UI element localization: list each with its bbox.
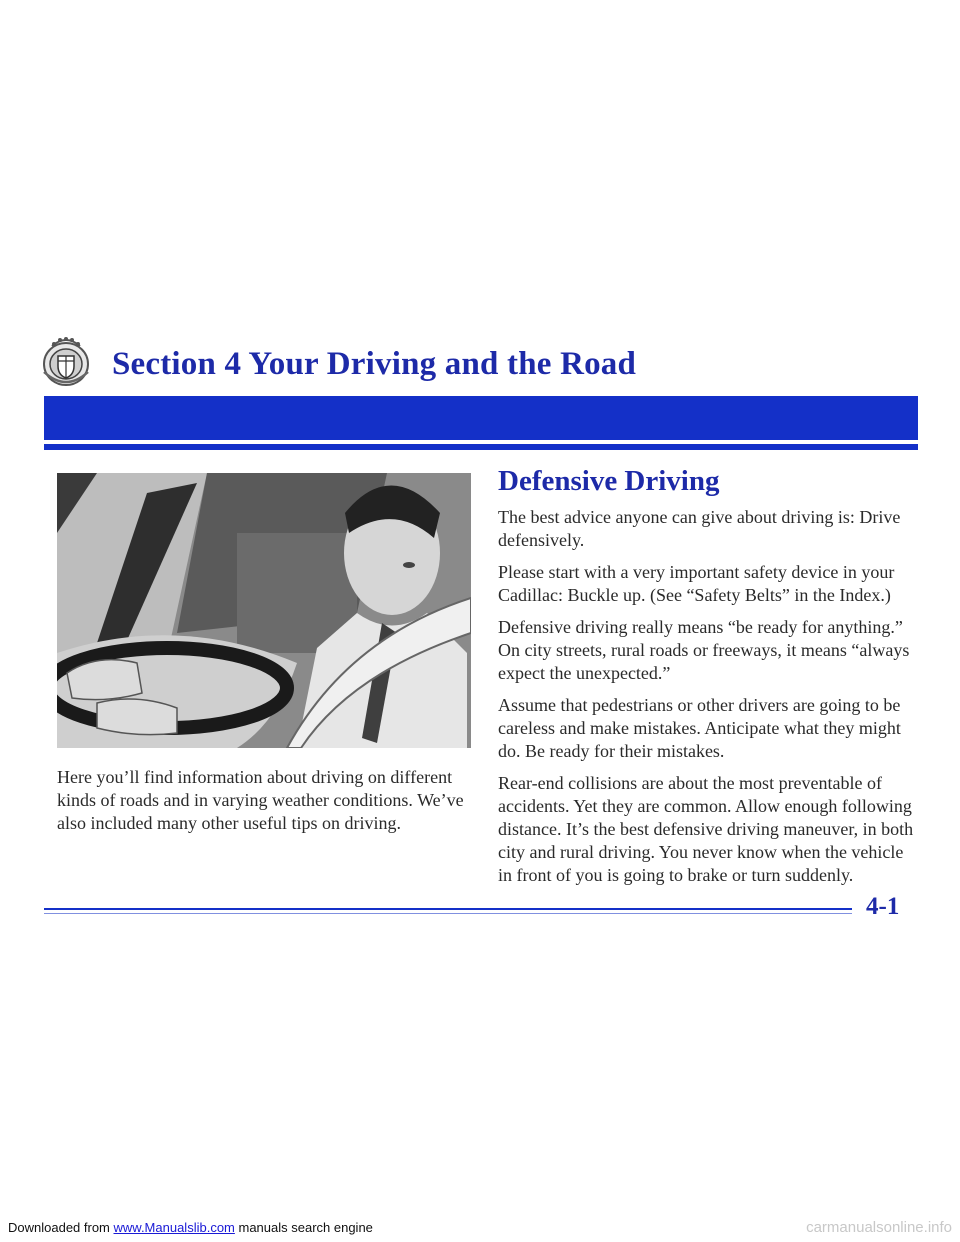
page-number: 4-1 [866, 893, 900, 920]
body-paragraph: Defensive driving really means “be ready for anything.” On city streets, rural roads or freeways, it means “always expect the unexpected.” [498, 617, 910, 683]
title-band-stripe [44, 444, 918, 450]
footer-rule-thin [44, 913, 852, 914]
body-paragraph: Assume that pedestrians or other drivers are going to be careless and make mistakes. Anticipate what they might do. Be ready for their mistakes. [498, 695, 901, 761]
section-heading: Defensive Driving [498, 465, 720, 497]
download-footer [8, 1220, 373, 1235]
title-band [44, 396, 918, 440]
footer-suffix: manuals search engine [234, 1220, 373, 1235]
body-paragraph: The best advice anyone can give about driving is: Drive defensively. [498, 507, 901, 550]
intro-paragraph: Here you’ll find information about driving on different kinds of roads and in varying weather conditions. We’ve also included many other useful tips on driving. [57, 767, 464, 833]
cadillac-crest-icon [36, 332, 96, 390]
section-header [0, 332, 960, 392]
manualslib-link[interactable]: www.Manualslib.com [113, 1220, 235, 1235]
body-paragraph: Rear-end collisions are about the most preventable of accidents. Yet they are common. Allow enough following distance. It’s the best defensive driving maneuver, in both city and rural driving. You never know when the vehicle in front of you is going to brake or turn suddenly. [498, 773, 914, 885]
driver-illustration [57, 473, 471, 748]
body-paragraph: Please start with a very important safety device in your Cadillac: Buckle up. (See “Safety Belts” in the Index.) [498, 562, 895, 605]
watermark: carmanualsonline.info [806, 1219, 952, 1236]
footer-prefix: Downloaded from [8, 1220, 114, 1235]
defensive-driving-section [498, 464, 918, 896]
section-title: Section 4 Your Driving and the Road [112, 346, 637, 382]
footer-rule [44, 908, 852, 910]
